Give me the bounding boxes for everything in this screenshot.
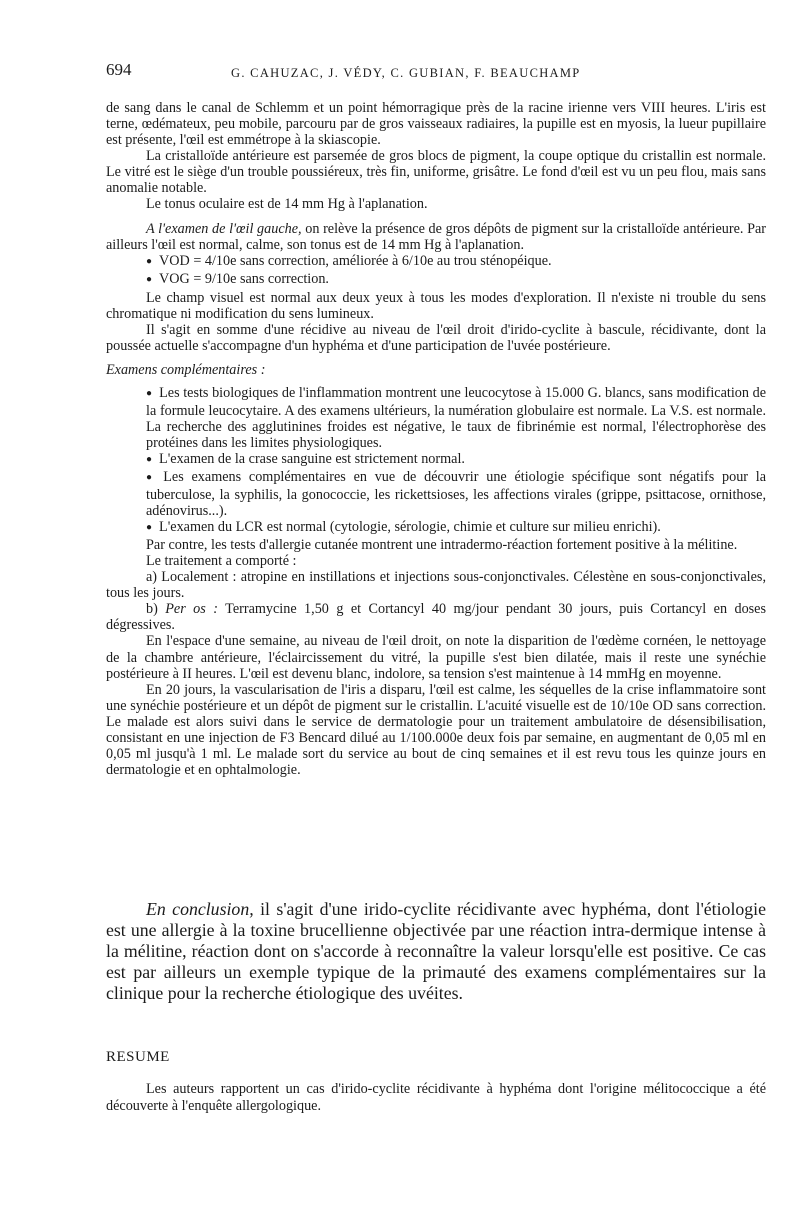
- per-os-prefix: b): [146, 601, 166, 618]
- conclusion-lead: En conclusion,: [146, 899, 254, 919]
- left-eye-text: on relève la présence de gros dépôts de pigment sur la cristalloïde antérieure. Par ailleurs l'œil est normal, calme, son tonus est de 14 mm Hg à l'aplanation.: [106, 221, 766, 254]
- per-os-label: Per os :: [165, 601, 218, 618]
- bullet-item: ● L'examen du LCR est normal (cytologie, sérologie, chimie et culture sur milieu enrichi).: [106, 519, 766, 537]
- paragraph: Le champ visuel est normal aux deux yeux à tous les modes d'exploration. Il n'existe ni trouble du sens chromatique ni modification du sens lumineux.: [106, 289, 766, 322]
- running-title: G. CAHUZAC, J. VÉDY, C. GUBIAN, F. BEAUCHAMP: [231, 66, 581, 80]
- per-os-text: Terramycine 1,50 g et Cortancyl 40 mg/jour pendant 30 jours, puis Cortancyl en doses dégressives.: [106, 601, 767, 634]
- page-header: [106, 60, 766, 84]
- paragraph: Il s'agit en somme d'une récidive au niveau de l'œil droit d'irido-cyclite à bascule, récidivante, dont la poussée actuelle s'accompagne d'un hyphéma et d'une participation de l'uvée postérieure.: [106, 321, 766, 354]
- bullet-vog: ● VOG = 9/10e sans correction.: [106, 271, 766, 289]
- paragraph: La cristalloïde antérieure est parsemée de gros blocs de pigment, la coupe optique du cristallin est normale. Le vitré est le siège d'un trouble poussiéreux, très fin, uniforme, grisâtre. Le fond d'œil est vu un peu flou, mais sans anomalie notable.: [106, 148, 766, 197]
- section-heading: Examens complémentaires :: [106, 361, 266, 378]
- paragraph: En 20 jours, la vascularisation de l'iris a disparu, l'œil est calme, les séquelles de la crise inflammatoire sont une synéchie postérieure et un dépôt de pigment sur le cristallin. L'acuité visuelle est de 10/10e OD sans correction. Le malade est alors suivi dans le service de dermatologie pour un traitement ambulatoire de désensibilisation, consistant en une injection de F3 Bencard dilué au 1/100.000e deux fois par semaine, en augmentant de 0,05 ml en 0,05 ml jusqu'à 1 ml. Le malade sort du service au bout de cinq semaines et il est revu tous les quinze jours en dermatologie et en ophtalmologie.: [106, 681, 766, 778]
- paragraph: a) Localement : atropine en instillations et injections sous-conjonctivales. Célestène en sous-conjonctivales, tous les jours.: [106, 569, 766, 602]
- paragraph: Par contre, les tests d'allergie cutanée montrent une intradermo-réaction fortement positive à la mélitine.: [146, 537, 738, 554]
- article-body: [106, 100, 766, 778]
- left-eye-lead: A l'examen de l'œil gauche,: [146, 221, 302, 238]
- bullet-vod: ● VOD = 4/10e sans correction, améliorée à 6/10e au trou sténopéique.: [106, 253, 766, 271]
- conclusion-paragraph: [106, 899, 766, 1004]
- conclusion: [106, 899, 766, 1004]
- paragraph-per-os: [106, 601, 766, 633]
- resume: [106, 1081, 766, 1114]
- paragraph: Le traitement a comporté :: [146, 553, 297, 570]
- bullet-item: ● Les tests biologiques de l'inflammation montrent une leucocytose à 15.000 G. blancs, sans modification de la formule leucocytaire. A des examens ultérieurs, la numération globulaire est normale. La V.S. est normale. La recherche des agglutinines froides est négative, le taux de fibrinémie est normal, l'électrophorèse des protéines dans les limites physiologiques.: [106, 385, 766, 451]
- page-number: 694: [106, 60, 132, 79]
- paragraph: En l'espace d'une semaine, au niveau de l'œil droit, on note la disparition de l'œdème cornéen, le nettoyage de la chambre antérieure, l'éclaircissement du vitré, la pupille s'est bien dilatée, mais il reste une synéchie postérieure à II heures. L'œil est devenu blanc, indolore, sa tension s'est maintenue à 14 mmHg en moyenne.: [106, 633, 766, 682]
- paragraph: de sang dans le canal de Schlemm et un point hémorragique près de la racine irienne vers VIII heures. L'iris est terne, œdémateux, peu mobile, parcouru par de gros vaisseaux radiaires, la pupille est en myosis, la lueur pupillaire est présente, l'œil est emmétrope à la skiascopie.: [106, 100, 766, 149]
- paragraph-left-eye: [106, 221, 766, 253]
- conclusion-text: il s'agit d'une irido-cyclite récidivante avec hyphéma, dont l'étiologie est une allergie à la toxine brucellienne objectivée par une réaction intra-dermique intense à la mélitine, réaction dont on s'accorde à reconnaître la valeur lorsqu'elle est positive. Ce cas est par ailleurs un exemple typique de la primauté des examens complémentaires sur la clinique pour la recherche étiologique des uvéites.: [106, 899, 766, 1004]
- resume-heading: RESUME: [106, 1049, 170, 1065]
- bullet-item: ● Les examens complémentaires en vue de découvrir une étiologie spécifique sont négatifs pour la tuberculose, la syphilis, la gonococcie, les rickettsioses, les affections virales (grippe, psittacose, ornithose, adénovirus...).: [106, 469, 766, 519]
- paragraph: Le tonus oculaire est de 14 mm Hg à l'aplanation.: [146, 196, 428, 213]
- resume-text: Les auteurs rapportent un cas d'irido-cyclite récidivante à hyphéma dont l'origine mélitococcique a été découverte à l'enquête allergologique.: [106, 1081, 766, 1114]
- bullet-item: ● L'examen de la crase sanguine est strictement normal.: [106, 451, 766, 469]
